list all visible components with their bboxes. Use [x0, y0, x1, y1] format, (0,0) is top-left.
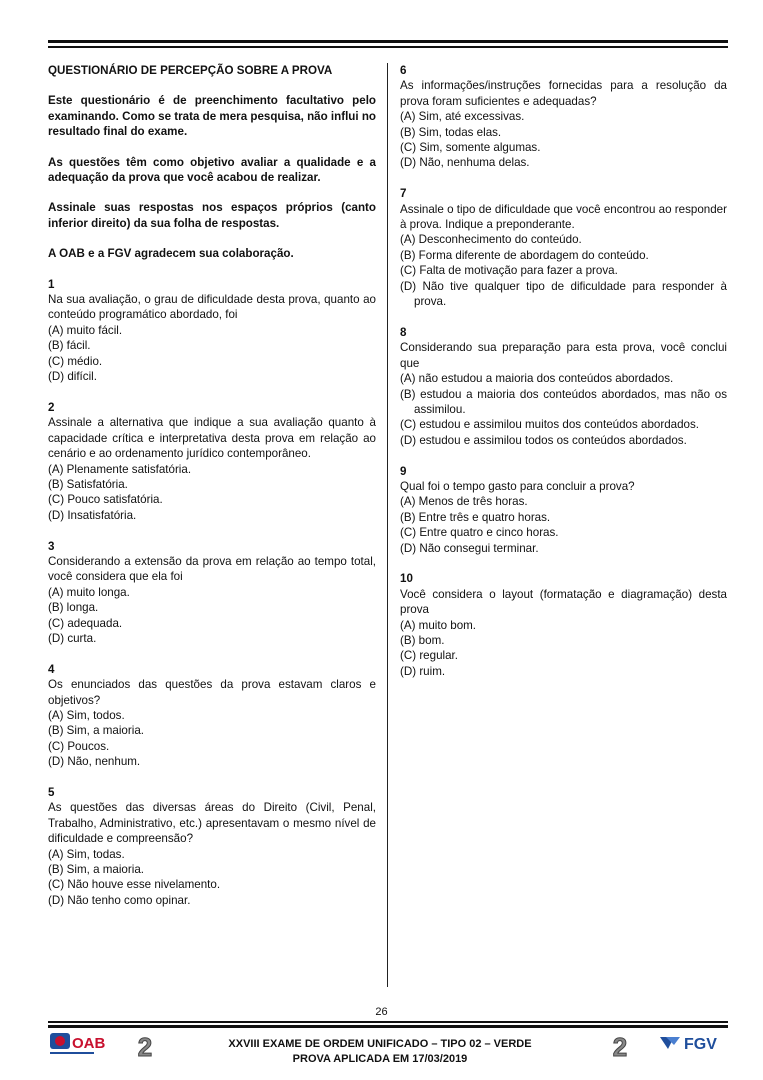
question-number: 1 — [48, 277, 55, 291]
answer-option: (A) Sim, até excessivas. — [400, 110, 525, 124]
question-1 — [48, 277, 376, 385]
question-8 — [400, 325, 727, 448]
right-question-list — [400, 63, 727, 679]
question-text: Assinale o tipo de dificuldade que você encontrou ao responder à prova. Indique a preponderante. — [400, 202, 727, 232]
footer-exam-date: PROVA APLICADA EM 17/03/2019 — [292, 1053, 468, 1065]
answer-option: (A) muito bom. — [400, 618, 477, 632]
answer-option: (B) fácil. — [48, 339, 91, 353]
question-4 — [48, 662, 376, 770]
question-text: Na sua avaliação, o grau de dificuldade desta prova, quanto ao conteúdo programático abordado, foi — [48, 293, 376, 322]
answer-option: (A) Sim, todos. — [48, 708, 125, 722]
answer-option: (D) Não consegui terminar. — [400, 541, 539, 555]
answer-option: (D) difícil. — [48, 370, 97, 384]
footer-exam-info — [180, 1037, 580, 1067]
question-3 — [48, 539, 376, 647]
footer-exam-title: XXVIII EXAME DE ORDEM UNIFICADO – TIPO 02 – VERDE — [228, 1038, 532, 1050]
header-rule-thick — [48, 40, 728, 43]
footer-rule-thick — [48, 1025, 728, 1028]
column-divider — [387, 63, 388, 987]
answer-option: (B) Sim, a maioria. — [48, 724, 144, 738]
question-9 — [400, 464, 727, 556]
intro-paragraph: A OAB e a FGV agradecem sua colaboração. — [48, 247, 294, 261]
question-text: Você considera o layout (formatação e diagramação) desta prova — [400, 587, 727, 617]
question-text: As informações/instruções fornecidas para a resolução da prova foram suficientes e adequadas? — [400, 79, 727, 108]
answer-option: (C) Pouco satisfatória. — [48, 493, 163, 507]
answer-option: (C) adequada. — [48, 616, 123, 630]
answer-option: (C) Não houve esse nivelamento. — [48, 878, 221, 892]
question-text: Os enunciados das questões da prova estavam claros e objetivos? — [48, 678, 376, 707]
oab-logo-text: OAB — [72, 1035, 106, 1052]
answer-option: (D) estudou e assimilou todos os conteúdos abordados. — [400, 433, 687, 447]
answer-option: (A) Sim, todas. — [48, 847, 125, 861]
question-2 — [48, 400, 376, 523]
answer-option: (A) Desconhecimento do conteúdo. — [400, 233, 582, 247]
answer-option: (A) não estudou a maioria dos conteúdos abordados. — [400, 372, 674, 386]
answer-option: (C) médio. — [48, 354, 103, 368]
answer-option: (A) muito fácil. — [48, 323, 123, 337]
question-text: Considerando a extensão da prova em relação ao tempo total, você considera que ela foi — [48, 554, 376, 584]
answer-option: (D) ruim. — [400, 664, 446, 678]
answer-option: (D) Não tenho como opinar. — [48, 893, 191, 907]
question-number: 4 — [48, 662, 55, 676]
answer-option: (B) estudou a maioria dos conteúdos abordados, mas não os assimilou. — [400, 387, 727, 416]
question-text: As questões das diversas áreas do Direito (Civil, Penal, Trabalho, Administrativo, etc.) apresentavam o mesmo nível de dificuldade e compreensão? — [48, 801, 376, 846]
question-number: 2 — [48, 400, 55, 414]
answer-option: (B) longa. — [48, 601, 99, 615]
question-number: 5 — [48, 786, 55, 799]
question-7 — [400, 186, 727, 309]
question-number: 9 — [400, 464, 407, 478]
answer-option: (D) Não, nenhuma delas. — [400, 156, 530, 170]
question-text: Assinale a alternativa que indique a sua avaliação quanto à capacidade crítica e interpretativa desta prova em relação ao cenário e ao ordenamento jurídico contemporâneo. — [48, 416, 376, 461]
oab-logo — [50, 1033, 110, 1057]
footer-rule-thin — [48, 1021, 728, 1023]
question-number: 8 — [400, 325, 407, 339]
answer-option: (A) Menos de três horas. — [400, 495, 528, 509]
page-number: 26 — [375, 1006, 388, 1018]
type-badge-left — [133, 1034, 157, 1060]
answer-option: (D) Insatisfatória. — [48, 508, 137, 522]
question-number: 7 — [400, 187, 407, 201]
question-text: Considerando sua preparação para esta prova, você conclui que — [400, 341, 727, 370]
intro-paragraph: Assinale suas respostas nos espaços próprios (canto inferior direito) da sua folha de respostas. — [48, 201, 376, 230]
answer-option: (D) Não tive qualquer tipo de dificuldade para responder à prova. — [400, 279, 727, 309]
left-column — [48, 63, 376, 924]
answer-option: (C) Falta de motivação para fazer a prova. — [400, 264, 618, 278]
svg-text:2: 2 — [137, 1034, 153, 1060]
answer-option: (B) Entre três e quatro horas. — [400, 510, 551, 524]
answer-option: (A) muito longa. — [48, 585, 130, 599]
question-10 — [400, 571, 727, 679]
question-number: 3 — [48, 539, 55, 553]
header-rule-thin — [48, 46, 728, 48]
left-question-list — [48, 277, 376, 909]
answer-option: (B) Forma diferente de abordagem do conteúdo. — [400, 248, 649, 262]
fgv-logo-text: FGV — [684, 1036, 717, 1053]
question-text: Qual foi o tempo gasto para concluir a prova? — [400, 479, 635, 493]
answer-option: (C) regular. — [400, 649, 458, 663]
question-5 — [48, 785, 376, 908]
answer-option: (D) curta. — [48, 631, 97, 645]
type-badge-right — [608, 1034, 632, 1060]
answer-option: (B) Sim, todas elas. — [400, 125, 502, 139]
intro-paragraph: As questões têm como objetivo avaliar a qualidade e a adequação da prova que você acabou de realizar. — [48, 155, 376, 185]
right-column — [400, 63, 727, 695]
intro-paragraph: Este questionário é de preenchimento facultativo pelo examinando. Como se trata de mera pesquisa, não influi no resultado final do exame. — [48, 94, 376, 139]
question-6 — [400, 63, 727, 171]
answer-option: (C) Entre quatro e cinco horas. — [400, 526, 559, 540]
svg-text:2: 2 — [612, 1034, 628, 1060]
question-number: 6 — [400, 64, 407, 77]
question-number: 10 — [400, 572, 413, 586]
answer-option: (C) estudou e assimilou muitos dos conteúdos abordados. — [400, 418, 700, 432]
answer-option: (B) Sim, a maioria. — [48, 863, 144, 877]
oab-emblem-red — [55, 1036, 65, 1046]
questionnaire-title: QUESTIONÁRIO DE PERCEPÇÃO SOBRE A PROVA — [48, 64, 333, 77]
answer-option: (B) Satisfatória. — [48, 477, 128, 491]
fgv-logo — [660, 1033, 728, 1053]
answer-option: (C) Poucos. — [48, 739, 110, 753]
answer-option: (B) bom. — [400, 633, 445, 647]
answer-option: (C) Sim, somente algumas. — [400, 141, 541, 155]
answer-option: (A) Plenamente satisfatória. — [48, 462, 192, 476]
answer-option: (D) Não, nenhum. — [48, 755, 141, 769]
